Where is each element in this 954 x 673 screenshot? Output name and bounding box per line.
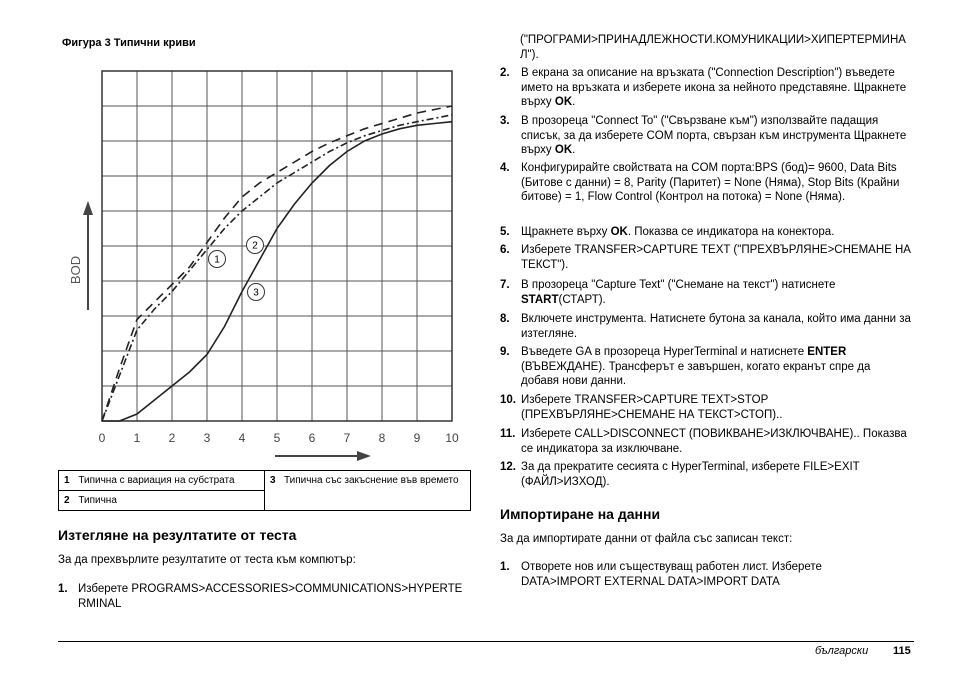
x-axis-arrowhead	[357, 451, 371, 461]
step-number: 3.	[500, 115, 510, 127]
page-number: 115	[893, 645, 911, 657]
step-number: 11.	[500, 428, 516, 440]
section-heading-download: Изтегляне на резултатите от теста	[58, 527, 297, 543]
step-text: За да прекратите сесията с HyperTerminal, изберете FILE>EXIT (ФАЙЛ>ИЗХОД).	[521, 461, 860, 488]
y-axis-arrowhead	[83, 201, 93, 215]
step-bold-term: OK	[554, 96, 573, 108]
step-number: 5.	[500, 226, 510, 238]
step-text: В екрана за описание на връзката ("Connection Description") въведете името на връзката и изберете икона за нейното представяне. Щракнете върху OK.	[521, 67, 907, 108]
y-axis-label: BOD	[68, 255, 83, 285]
curve-marker-label-2: 2	[252, 240, 258, 252]
step-number: 8.	[500, 313, 510, 325]
bod-chart	[60, 55, 480, 465]
footer-rule	[58, 641, 914, 642]
x-tick-label: 10	[445, 431, 459, 445]
chart-tick-labels	[99, 431, 459, 445]
step-text: Щракнете върху OK. Показва се индикатора на конектора.	[521, 226, 835, 238]
figure-caption: Фигура 3 Типични криви	[62, 37, 196, 49]
step-text: Въведете GA в прозореца HyperTerminal и натиснете ENTER (ВЪВЕЖДАНЕ). Трансферът е завършен, когато екранът спре да добавя нови данни.	[521, 346, 871, 387]
chart-grid	[102, 71, 452, 421]
section-heading-import: Импортиране на данни	[500, 506, 661, 522]
import-intro: За да импортирате данни от файла със записан текст:	[500, 533, 793, 545]
download-intro: За да прехвърлите резултатите от теста към компютър:	[58, 554, 356, 566]
x-tick-label: 7	[343, 431, 351, 445]
x-tick-label: 6	[308, 431, 316, 445]
step-number: 6.	[500, 244, 510, 256]
step-text: В прозореца "Capture Text" ("Снемане на текст") натиснете START(СТАРТ).	[521, 279, 836, 306]
x-tick-label: 3	[203, 431, 211, 445]
legend-item-3: 3 Типична със закъснение във времето	[265, 471, 471, 511]
curve-marker-label-3: 3	[253, 287, 259, 299]
step-text: Изберете TRANSFER>CAPTURE TEXT ("ПРЕХВЪРЛЯНЕ>СНЕМАНЕ НА ТЕКСТ").	[521, 244, 911, 271]
step-text: Изберете TRANSFER>CAPTURE TEXT>STOP (ПРЕХВЪРЛЯНЕ>СНЕМАНЕ НА ТЕКСТ>СТОП)..	[521, 394, 783, 421]
x-tick-label: 1	[133, 431, 141, 445]
step-number: 2.	[500, 67, 510, 79]
legend-item-2: 2 Типична	[59, 491, 265, 511]
curve-marker-label-1: 1	[214, 254, 220, 266]
step-number: 12.	[500, 461, 516, 473]
legend-table	[58, 470, 471, 511]
x-tick-label: 8	[378, 431, 386, 445]
step-bold-term: OK	[554, 144, 573, 156]
x-tick-label: 4	[238, 431, 246, 445]
x-tick-label: 9	[413, 431, 421, 445]
step-bold-term: OK	[610, 226, 628, 238]
step-bold-term: ENTER	[807, 346, 847, 358]
step-text: Изберете CALL>DISCONNECT (ПОВИКВАНЕ>ИЗКЛЮЧВАНЕ).. Показва се индикатора за изключване.	[521, 428, 907, 455]
step-text: В прозореца "Connect To" ("Свързване към") използвайте падащия списък, за да изберете COM порта, свързан към инструмента Щракнете върху OK.	[521, 115, 907, 156]
x-tick-label: 0	[98, 431, 106, 445]
step-number: 7.	[500, 279, 510, 291]
x-tick-label: 5	[273, 431, 281, 445]
legend-item-1: 1 Типична с вариация на субстрата	[59, 471, 265, 491]
step-text: Включете инструмента. Натиснете бутона за канала, който има данни за изтегляне.	[521, 313, 911, 340]
step-number: 4.	[500, 162, 510, 174]
step-number: 9.	[500, 346, 510, 358]
footer-language: български	[815, 645, 869, 657]
step-number: 10.	[500, 394, 516, 406]
x-tick-label: 2	[168, 431, 176, 445]
step-bold-term: START	[521, 293, 559, 306]
step-text: Конфигурирайте свойствата на COM порта:BPS (бод)= 9600, Data Bits (Битове с данни) = 8, Parity (Паритет) = None (Няма), Stop Bits (Крайни битове) = 1, Flow Control (Контрол на потока) = None (Няма).	[521, 162, 900, 203]
